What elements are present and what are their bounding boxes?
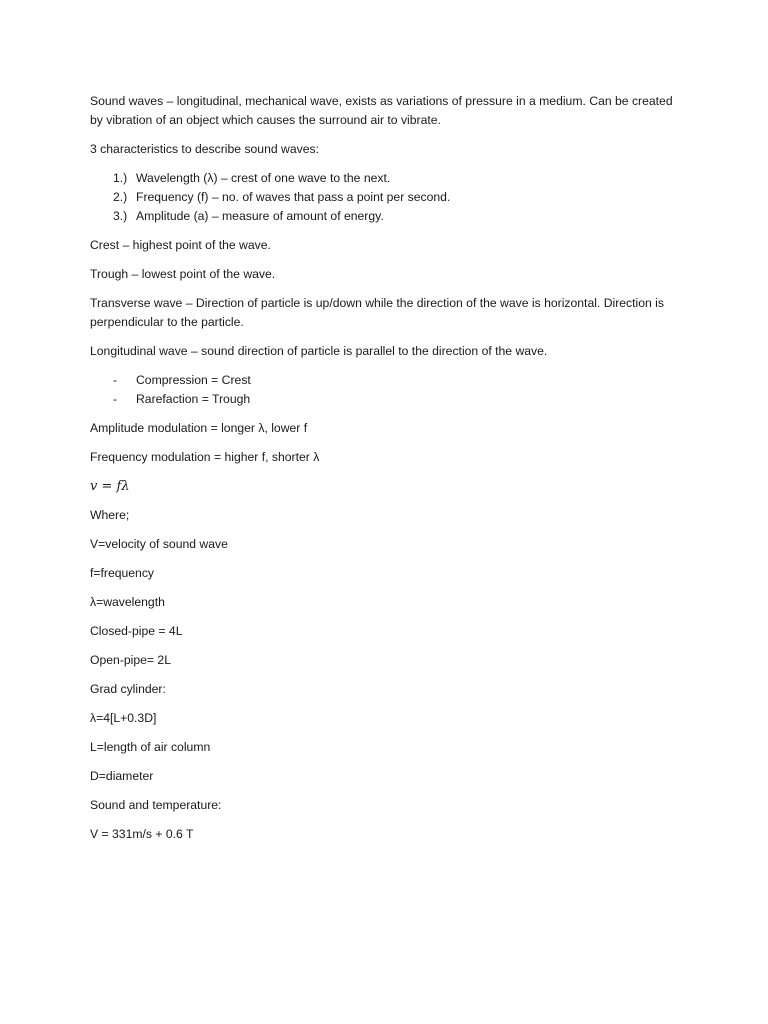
length-definition: L=length of air column (90, 740, 211, 754)
frequency-modulation: Frequency modulation = higher f, shorter λ (90, 450, 320, 464)
list-item-text: Wavelength (λ) – crest of one wave to the next. (136, 171, 391, 185)
list-dash: - (113, 392, 118, 406)
list-item-text: Rarefaction = Trough (136, 392, 251, 406)
amplitude-modulation: Amplitude modulation = longer λ, lower f (90, 421, 308, 435)
trough-definition: Trough – lowest point of the wave. (90, 267, 276, 281)
list-item-text: Compression = Crest (136, 373, 251, 387)
characteristics-list (90, 169, 680, 226)
list-item (90, 390, 680, 409)
document-body (90, 92, 680, 854)
longitudinal-wave-definition: Longitudinal wave – sound direction of particle is parallel to the direction of the wave. (90, 344, 548, 358)
list-item-text: Amplitude (a) – measure of amount of energy. (136, 209, 384, 223)
list-number: 3.) (113, 209, 128, 223)
intro-paragraph: Sound waves – longitudinal, mechanical wave, exists as variations of pressure in a medium. Can be created by vibration of an object which causes the surround air to vibrate. (90, 94, 673, 127)
transverse-wave-definition: Transverse wave – Direction of particle is up/down while the direction of the wave is horizontal. Direction is perpendicular to the particle. (90, 296, 664, 329)
where-label: Where; (90, 508, 130, 522)
diameter-definition: D=diameter (90, 769, 154, 783)
list-item (90, 207, 680, 226)
list-item (90, 188, 680, 207)
characteristics-heading: 3 characteristics to describe sound waves: (90, 142, 319, 156)
list-item (90, 169, 680, 188)
velocity-definition: V=velocity of sound wave (90, 537, 228, 551)
list-number: 1.) (113, 171, 128, 185)
crest-definition: Crest – highest point of the wave. (90, 238, 271, 252)
closed-pipe-formula: Closed-pipe = 4L (90, 624, 183, 638)
longitudinal-list (90, 371, 680, 409)
sound-temperature-heading: Sound and temperature: (90, 798, 222, 812)
wavelength-definition: λ=wavelength (90, 595, 165, 609)
list-number: 2.) (113, 190, 128, 204)
list-dash: - (113, 373, 118, 387)
open-pipe-formula: Open-pipe= 2L (90, 653, 171, 667)
grad-cylinder-heading: Grad cylinder: (90, 682, 166, 696)
wavelength-formula: λ=4[L+0.3D] (90, 711, 157, 725)
wave-equation: v = fλ (90, 479, 130, 494)
velocity-temperature-formula: V = 331m/s + 0.6 T (90, 827, 194, 841)
frequency-definition: f=frequency (90, 566, 155, 580)
list-item (90, 371, 680, 390)
list-item-text: Frequency (f) – no. of waves that pass a point per second. (136, 190, 451, 204)
